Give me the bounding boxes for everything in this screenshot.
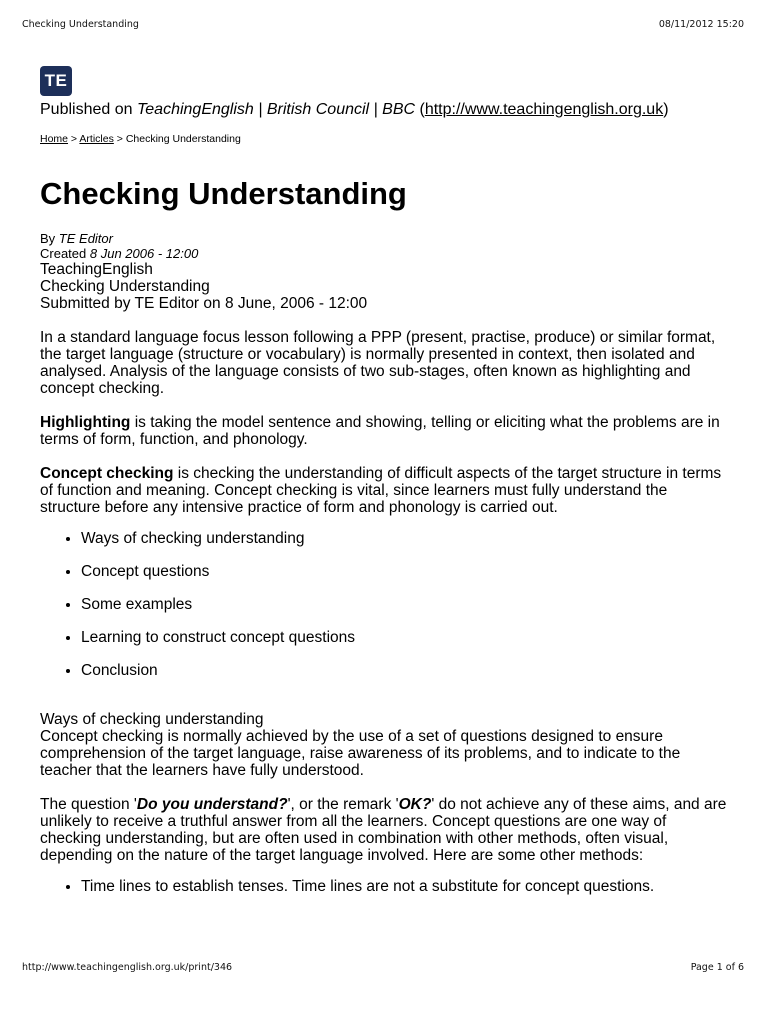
published-site: TeachingEnglish | British Council | BBC	[136, 101, 416, 118]
toc-item: • Learning to construct concept questions	[81, 629, 730, 646]
quote-do-you-understand: Do you understand?	[136, 796, 288, 813]
published-open: (	[415, 101, 425, 118]
created-date: 8 Jun 2006 - 12:00	[89, 245, 199, 261]
author-name: TE Editor	[58, 231, 113, 246]
toc-item: • Concept questions	[81, 563, 730, 580]
section-paragraph: Concept checking is normally achieved by the use of a set of questions designed to ensure comprehension of the target language, raise awareness of its problems, and to indicate to the teacher that the learners have fully understood.	[40, 728, 681, 779]
toc-item: • Ways of checking understanding	[81, 530, 730, 547]
method-item: • Time lines to establish tenses. Time lines are not a substitute for concept questions.	[81, 878, 730, 895]
page-title: Checking Understanding	[40, 176, 407, 211]
byline	[40, 232, 730, 247]
quote-ok: OK?	[398, 796, 432, 813]
breadcrumb	[40, 133, 730, 146]
site-url-link[interactable]: http://www.teachingenglish.org.uk	[424, 101, 664, 118]
concept-checking-term: Concept checking	[40, 465, 174, 482]
print-footer-page: Page 1 of 6	[690, 962, 744, 973]
breadcrumb-current: Checking Understanding	[125, 133, 241, 145]
highlighting-text: is taking the model sentence and showing, telling or eliciting what the problems are in terms of form, function, and phonology.	[40, 414, 720, 448]
print-header-title: Checking Understanding	[22, 19, 139, 30]
methods-list	[40, 878, 730, 895]
breadcrumb-sep: >	[113, 133, 126, 145]
breadcrumb-articles-link[interactable]: Articles	[79, 133, 114, 145]
byline-prefix: By	[40, 231, 59, 246]
section-heading: Ways of checking understanding	[40, 711, 264, 728]
print-footer-url: http://www.teachingenglish.org.uk/print/346	[22, 962, 233, 973]
toc-item: • Conclusion	[81, 662, 730, 679]
published-line	[40, 100, 730, 119]
breadcrumb-sep: >	[68, 133, 80, 145]
te-logo[interactable]: TE	[40, 66, 72, 96]
highlighting-paragraph	[40, 414, 730, 448]
intro-paragraph: In a standard language focus lesson following a PPP (present, practise, produce) or similar format, the target language (structure or vocabulary) is normally presented in context, then isolated and analysed. Analysis of the language consists of two sub-stages, often known as highlighting and concept checking.	[40, 329, 716, 397]
published-close: )	[663, 101, 669, 118]
concept-checking-text: is checking the understanding of difficult aspects of the target structure in terms of function and meaning. Concept checking is vital, since learners must fully understand the structure before any intensive practice of form and phonology is carried out.	[40, 465, 722, 516]
table-of-contents	[40, 530, 730, 679]
question-paragraph	[40, 796, 730, 864]
created-line	[40, 247, 730, 262]
print-footer	[22, 962, 744, 974]
print-header-datetime: 08/11/2012 15:20	[658, 19, 744, 30]
print-header	[22, 19, 744, 31]
question-text-c: ' do not achieve any of these aims, and are unlikely to receive a truthful answer from all the learners. Concept questions are one way of checking understanding, but are often used in combination with other methods, often visual, depending on the nature of the target language involved. Here are some other methods:	[40, 796, 727, 864]
breadcrumb-home-link[interactable]: Home	[40, 133, 69, 145]
meta-article-name: Checking Understanding	[40, 278, 210, 295]
question-text-a: The question '	[40, 796, 137, 813]
concept-checking-paragraph	[40, 465, 730, 516]
article-meta	[40, 232, 730, 261]
published-prefix: Published on	[40, 101, 137, 118]
submitted-line: Submitted by TE Editor on 8 June, 2006 - 12:00	[40, 295, 368, 312]
meta-source: TeachingEnglish	[40, 261, 153, 278]
created-prefix: Created	[40, 245, 90, 261]
highlighting-term: Highlighting	[40, 414, 131, 431]
question-text-b: ', or the remark '	[287, 796, 399, 813]
toc-item: • Some examples	[81, 596, 730, 613]
article-content	[40, 66, 730, 911]
